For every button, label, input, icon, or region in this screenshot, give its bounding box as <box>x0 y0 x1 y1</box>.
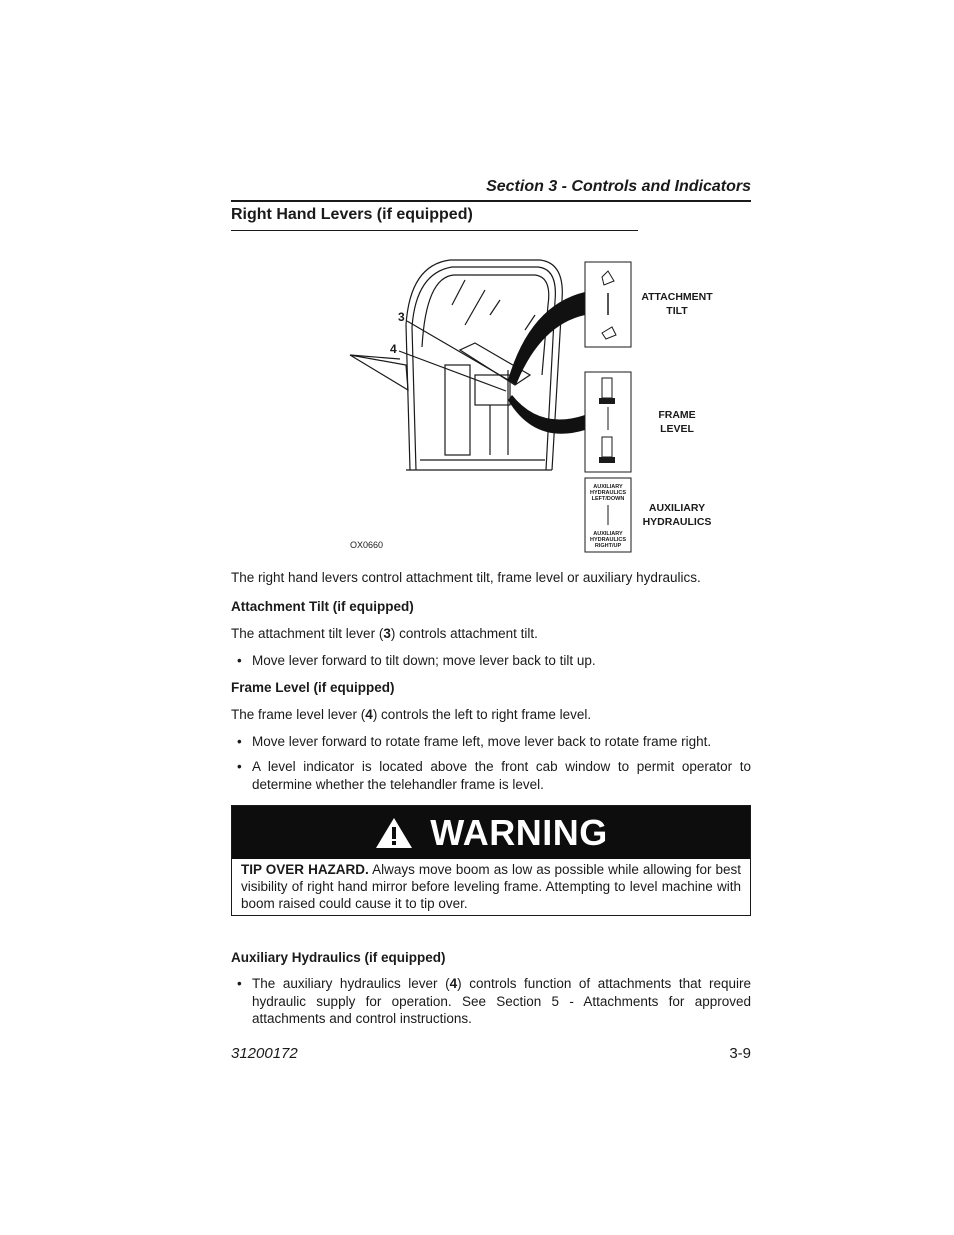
intro-paragraph: The right hand levers control attachment tilt, frame level or auxiliary hydraulics. <box>231 570 701 585</box>
page-title: Right Hand Levers (if equipped) <box>231 206 473 223</box>
aux-decal-bottom-1: AUXILIARY <box>593 531 623 537</box>
warning-banner <box>232 806 750 859</box>
aux-hydraulics-label-2: HYDRAULICS <box>642 516 712 528</box>
warning-text: TIP OVER HAZARD. Always move boom as low as possible while allowing for best visibility of right hand mirror before leveling frame. Attempting to level machine with boom raised could cause it to tip over. <box>241 862 741 911</box>
list-item: • Move lever forward to rotate frame left, move lever back to rotate frame right. <box>237 734 712 749</box>
callout-3: 3 <box>398 310 405 324</box>
attachment-tilt-paragraph: The attachment tilt lever (3) controls attachment tilt. <box>231 626 538 641</box>
lever-figure <box>340 255 730 555</box>
cab-illustration <box>350 260 562 470</box>
doc-number: 31200172 <box>231 1045 298 1062</box>
warning-triangle-icon <box>374 816 414 850</box>
aux-decal-top-1: AUXILIARY <box>593 484 623 490</box>
aux-decal-top-2: HYDRAULICS <box>589 490 627 496</box>
frame-level-heading: Frame Level (if equipped) <box>231 680 395 695</box>
frame-level-paragraph: The frame level lever (4) controls the left to right frame level. <box>231 707 592 722</box>
frame-level-label-1: FRAME <box>658 409 696 421</box>
frame-level-label-2: LEVEL <box>660 423 694 435</box>
warning-box <box>231 805 751 916</box>
list-item: • Move lever forward to tilt down; move lever back to tilt up. <box>237 653 596 668</box>
aux-decal-bottom-2: HYDRAULICS <box>589 537 627 543</box>
zoom-sweep-bottom <box>508 395 585 434</box>
callout-4: 4 <box>390 342 397 356</box>
attachment-tilt-label-2: TILT <box>666 305 688 317</box>
section-rule <box>231 200 751 202</box>
figure-id: OX0660 <box>350 540 384 550</box>
list-item: • The auxiliary hydraulics lever (4) controls function of attachments that require hydraulic supply for operation. See Section 5 - Attachments for approved attachments and control instructions. <box>237 976 751 1026</box>
aux-decal-bottom-3: RIGHT/UP <box>594 543 622 549</box>
aux-decal-top-3: LEFT/DOWN <box>591 496 625 502</box>
aux-hydraulics-label-1: AUXILIARY <box>648 502 706 514</box>
section-header: Section 3 - Controls and Indicators <box>486 178 751 195</box>
zoom-sweep-top <box>508 292 585 385</box>
attachment-tilt-heading: Attachment Tilt (if equipped) <box>231 599 414 614</box>
warning-title: WARNING <box>430 811 608 853</box>
title-rule <box>231 230 638 231</box>
page-number: 3-9 <box>729 1045 751 1062</box>
aux-hydraulics-heading: Auxiliary Hydraulics (if equipped) <box>231 950 446 965</box>
attachment-tilt-label-1: ATTACHMENT <box>641 291 713 303</box>
list-item: • A level indicator is located above the front cab window to permit operator to determine whether the telehandler frame is level. <box>237 759 751 792</box>
